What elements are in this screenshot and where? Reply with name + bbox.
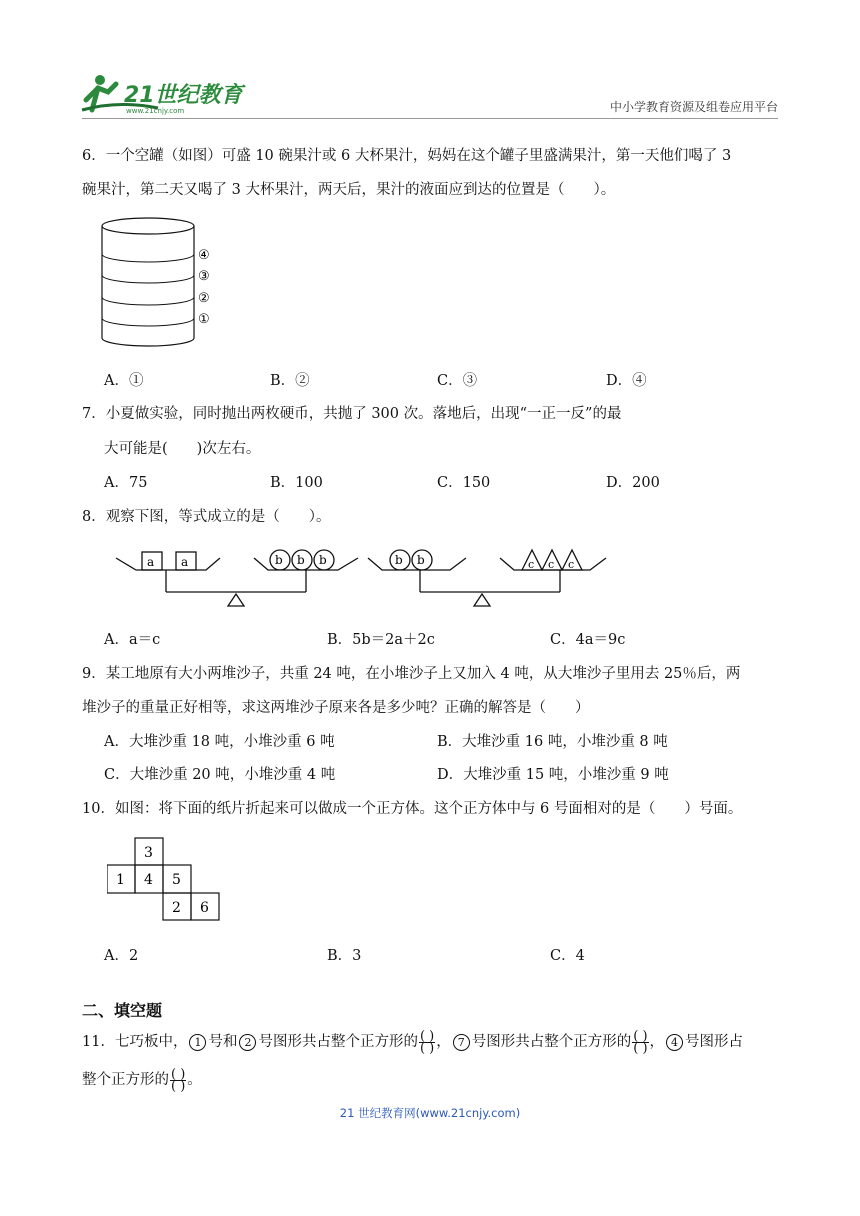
q11-text-7: 号图形占 <box>685 1034 744 1050</box>
q11-circle-4: 4 <box>666 1034 683 1051</box>
weight-b-2: b <box>297 553 305 567</box>
q6-option-b[interactable]: B．② <box>270 373 310 389</box>
q11-text-4: ， <box>436 1034 451 1050</box>
jar-label-2: ② <box>198 291 210 306</box>
jar-figure <box>100 214 230 350</box>
q8-option-a[interactable]: A．a＝c <box>104 632 161 648</box>
weight-b-4: b <box>395 553 403 567</box>
q11-text-8: 整个正方形的 <box>82 1072 169 1088</box>
q11-text-3: 号图形共占整个正方形的 <box>258 1034 418 1050</box>
weight-a-2: a <box>181 555 189 569</box>
q11-circle-2: 2 <box>239 1034 256 1051</box>
footer-link[interactable]: 21 世纪教育网(www.21cnjy.com) <box>339 1106 521 1120</box>
q6-option-c[interactable]: C．③ <box>437 373 478 389</box>
q9-line2: 堆沙子的重量正好相等，求这两堆沙子原来各是多少吨？正确的解答是（ ） <box>82 700 590 716</box>
q11-text-6: ， <box>649 1034 665 1050</box>
net-face-3: 3 <box>144 845 153 861</box>
q10-option-c[interactable]: C．4 <box>550 948 585 964</box>
cube-net-figure <box>107 836 225 924</box>
q9-line1: 9．某工地原有大小两堆沙子，共重 24 吨，在小堆沙子上又加入 4 吨，从大堆沙子里用去 25％后，两 <box>82 666 741 682</box>
q10-option-b[interactable]: B．3 <box>327 948 362 964</box>
jar-label-1: ① <box>198 312 210 327</box>
q6-line2: 碗果汁，第二天又喝了 3 大杯果汁，两天后，果汁的液面应到达的位置是（ ）。 <box>82 182 616 198</box>
q7-option-b[interactable]: B．100 <box>270 475 323 491</box>
balance-scales-figure <box>110 540 610 612</box>
runner-logo-icon <box>78 70 248 116</box>
q11-line2 <box>82 1068 202 1092</box>
q11-blank-fraction-1[interactable]: $\frac{( )}{( )}$ <box>419 1028 435 1056</box>
net-face-1: 1 <box>116 872 125 888</box>
q6-option-d[interactable]: D．④ <box>606 373 647 389</box>
net-face-2: 2 <box>172 900 181 916</box>
q9-option-b[interactable]: B．大堆沙重 16 吨，小堆沙重 8 吨 <box>437 734 668 750</box>
weight-c-3: c <box>568 558 575 571</box>
q11-blank-fraction-3[interactable]: $\frac{( )}{( )}$ <box>171 1066 186 1094</box>
q11-text-2: 号和 <box>208 1034 238 1050</box>
logo-text: 21世纪教育 <box>124 83 243 108</box>
q10-option-a[interactable]: A．2 <box>104 948 139 964</box>
q10-line1: 10．如图：将下面的纸片折起来可以做成一个正方体。这个正方体中与 6 号面相对的是（ ）号面。 <box>82 801 743 817</box>
q11-circle-1: 1 <box>189 1034 206 1051</box>
q8-option-c[interactable]: C．4a＝9c <box>550 632 626 648</box>
jar-label-3: ③ <box>198 269 210 284</box>
platform-name: 中小学教育资源及组卷应用平台 <box>609 100 778 114</box>
jar-label-4: ④ <box>198 248 210 263</box>
net-face-5: 5 <box>172 872 181 888</box>
weight-c-2: c <box>548 558 555 571</box>
section-title-fill-blank: 二、填空题 <box>82 1001 163 1020</box>
header-divider <box>82 118 778 119</box>
weight-c-1: c <box>528 558 535 571</box>
weight-b-3: b <box>319 553 327 567</box>
net-face-6: 6 <box>200 900 209 916</box>
q7-option-a[interactable]: A．75 <box>104 475 148 491</box>
q6-line1: 6．一个空罐（如图）可盛 10 碗果汁或 6 大杯果汁，妈妈在这个罐子里盛满果汁，第一天他们喝了 3 <box>82 148 732 164</box>
q9-option-c[interactable]: C．大堆沙重 20 吨，小堆沙重 4 吨 <box>104 767 336 783</box>
q9-option-a[interactable]: A．大堆沙重 18 吨，小堆沙重 6 吨 <box>104 734 335 750</box>
q11-text-5: 号图形共占整个正方形的 <box>471 1034 632 1050</box>
q7-option-d[interactable]: D．200 <box>606 475 660 491</box>
q7-line2: 大可能是( )次左右。 <box>104 441 261 457</box>
site-logo <box>78 70 248 116</box>
q9-option-d[interactable]: D．大堆沙重 15 吨，小堆沙重 9 吨 <box>437 767 669 783</box>
q11-circle-7: 7 <box>453 1034 470 1051</box>
q11-line1 <box>82 1030 743 1054</box>
q11-text-9: 。 <box>187 1072 202 1088</box>
weight-b-5: b <box>417 553 425 567</box>
q11-blank-fraction-2[interactable]: $\frac{( )}{( )}$ <box>633 1028 648 1056</box>
weight-b-1: b <box>275 553 283 567</box>
q6-option-a[interactable]: A．① <box>104 373 144 389</box>
q7-option-c[interactable]: C．150 <box>437 475 491 491</box>
weight-a-1: a <box>147 555 155 569</box>
logo-url-text: www.21cnjy.com <box>126 107 185 115</box>
q7-line1: 7．小夏做实验，同时抛出两枚硬币，共抛了 300 次。落地后，出现“一正一反”的最 <box>82 406 622 422</box>
q8-option-b[interactable]: B．5b＝2a＋2c <box>327 632 435 648</box>
q11-text-1: 11．七巧板中， <box>82 1034 188 1050</box>
net-face-4: 4 <box>144 872 153 888</box>
q8-line1: 8．观察下图，等式成立的是（ ）。 <box>82 509 331 525</box>
